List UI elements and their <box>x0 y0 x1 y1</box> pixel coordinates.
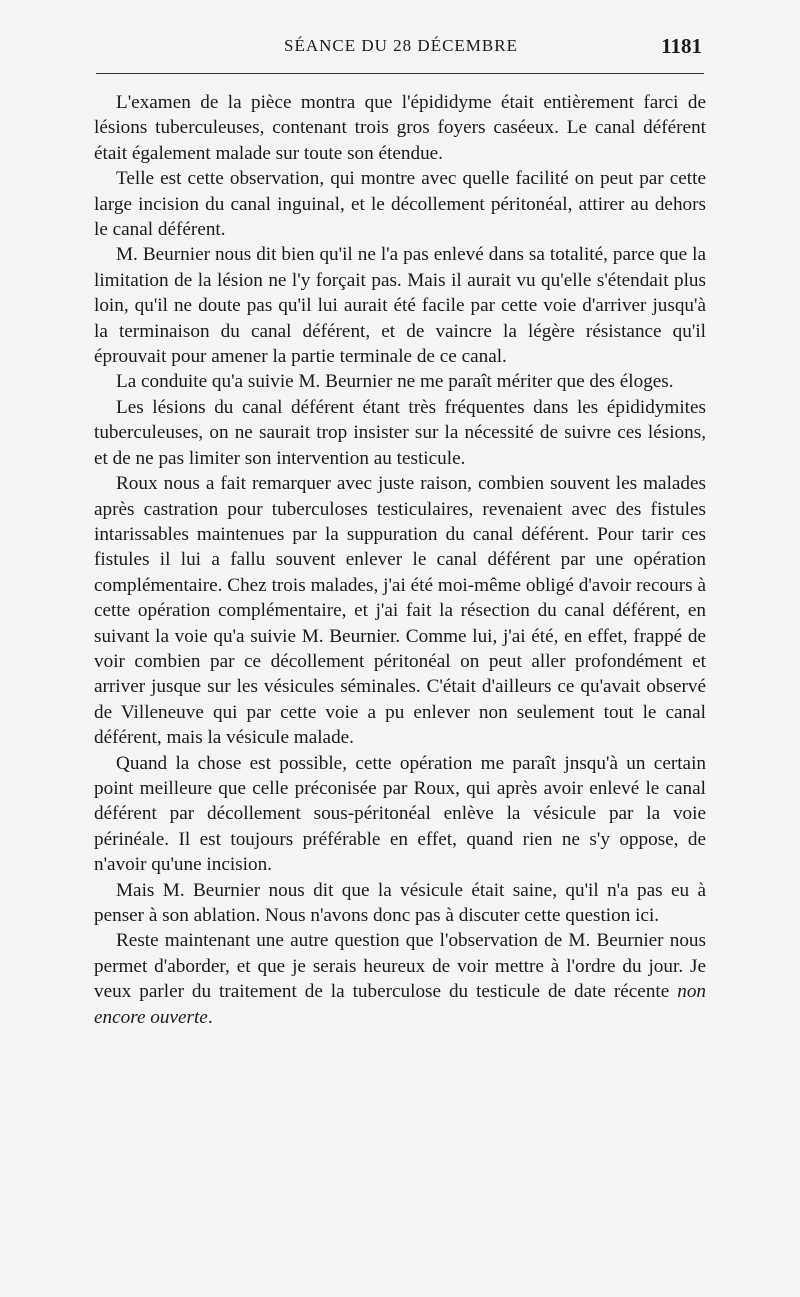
paragraph: Telle est cette observation, qui montre avec quelle facilité on peut par cette large incision du canal inguinal, et le décollement péritonéal, attirer au dehors le canal déférent. <box>94 168 706 241</box>
body-text <box>94 90 706 1030</box>
paragraph: L'examen de la pièce montra que l'épididyme était entièrement farci de lésions tuberculeuses, contenant trois gros foyers caséeux. Le canal déférent était également malade sur toute son étendue. <box>94 92 706 164</box>
paragraph: Mais M. Beurnier nous dit que la vésicule était saine, qu'il n'a pas eu à penser à son ablation. Nous n'avons donc pas à discuter cette question ici. <box>94 879 706 926</box>
italic-phrase: non encore ouverte <box>94 981 706 1028</box>
paragraph: Quand la chose est possible, cette opération me paraît jnsqu'à un certain point meilleure que celle préconisée par Roux, qui après avoir enlevé le canal déférent par décollement sous-péritonéal enlève la vésicule par la voie périnéale. Il est toujours préférable en effet, quand rien ne s'y oppose, de n'avoir qu'une incision. <box>94 752 706 876</box>
paragraph-last <box>94 928 706 1030</box>
page-number: 1181 <box>661 34 702 58</box>
paragraph: M. Beurnier nous dit bien qu'il ne l'a pas enlevé dans sa totalité, parce que la limitation de la lésion ne l'y forçait pas. Mais il aurait vu qu'elle s'étendait plus loin, qu'il ne doute pas qu'il lui aurait été facile par cette voie d'arriver jusqu'à la terminaison du canal déférent, et de vaincre la légère résistance qu'il éprouvait pour amener la partie terminale de ce canal. <box>94 244 706 368</box>
paragraph: Roux nous a fait remarquer avec juste raison, combien souvent les malades après castration pour tuberculoses testiculaires, revenaient avec des fistules intarissables maintenues par la suppuration du canal déférent. Pour tarir ces fistules il lui a fallu souvent enlever le canal déférent par une opération complémentaire. Chez trois malades, j'ai été moi-même obligé d'avoir recours à cette opération complémentaire, et j'ai fait la résection du canal déférent, en suivant la voie qu'a suivie M. Beurnier. Comme lui, j'ai été, en effet, frappé de voir combien par ce décollement péritonéal on peut aller profondément et arriver jusque sur les vésicules séminales. C'était d'ailleurs ce qu'avait observé de Villeneuve qui par cette voie a pu enlever non seulement tout le canal déférent, mais la vésicule malade. <box>94 473 706 749</box>
paragraph: Les lésions du canal déférent étant très fréquentes dans les épididymites tuberculeuses, on ne saurait trop insister sur la nécessité de suivre ces lésions, et de ne pas limiter son intervention au testicule. <box>94 396 706 469</box>
header-rule <box>96 73 704 74</box>
running-header <box>96 34 706 62</box>
header-title: SÉANCE DU 28 DÉCEMBRE <box>284 36 518 55</box>
paragraph-last-end: . <box>207 1006 213 1028</box>
paragraph: La conduite qu'a suivie M. Beurnier ne me paraît mériter que des éloges. <box>116 371 674 393</box>
paragraph-last-text: Reste maintenant une autre question que l'observation de M. Beurnier nous permet d'aborder, et que je serais heureux de voir mettre à l'ordre du jour. Je veux parler du traitement de la tuberculose du testicule de date récente <box>94 930 706 1003</box>
